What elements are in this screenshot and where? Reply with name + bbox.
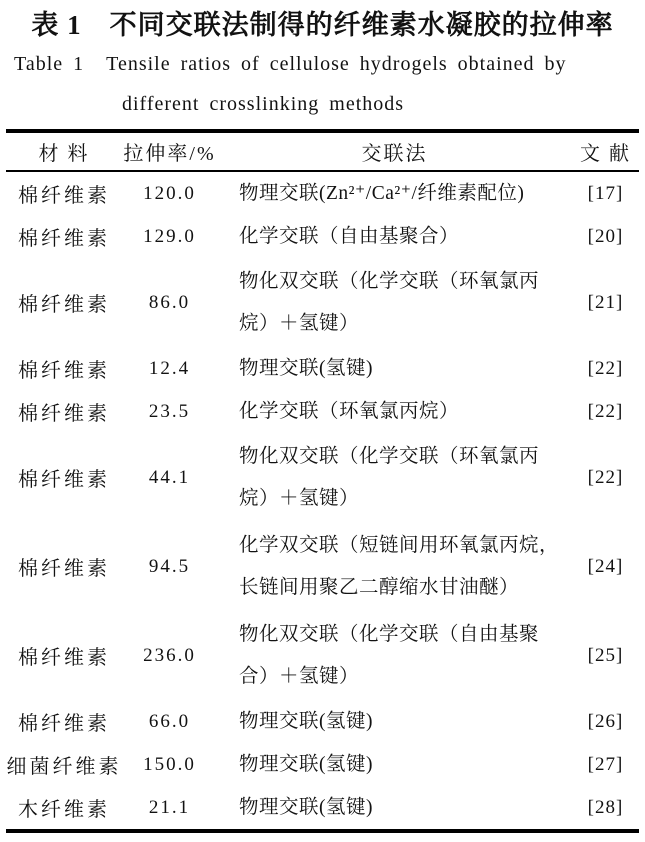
method-cell: [217, 796, 572, 820]
method-line: 物理交联(氢键): [239, 710, 373, 732]
material-cell: 细菌纤维素: [6, 756, 122, 778]
ratio-cell: 23.5: [148, 400, 191, 422]
table-row: [6, 522, 639, 611]
method-cell: [217, 261, 572, 345]
material-cell: 棉纤维素: [18, 558, 110, 580]
ratio-cell: 66.0: [148, 710, 191, 732]
header-reference: 文 献: [580, 143, 631, 165]
method-line: 烷）＋氢键）: [239, 312, 360, 334]
table-row: [6, 433, 639, 522]
method-cell: [217, 182, 572, 206]
material-cell: 棉纤维素: [18, 228, 110, 250]
header-ratio: 拉伸率/%: [123, 143, 216, 165]
ratio-cell: 12.4: [148, 357, 191, 379]
method-cell: [217, 436, 572, 520]
method-line: 物理交联(氢键): [239, 796, 373, 818]
table-row: [6, 700, 639, 743]
method-line: 物理交联(Zn²⁺/Ca²⁺/纤维素配位): [239, 182, 525, 204]
table-row: [6, 215, 639, 258]
material-cell: 木纤维素: [18, 799, 110, 821]
material-cell: 棉纤维素: [18, 469, 110, 491]
method-line: 物化双交联（化学交联（环氧氯丙: [239, 270, 540, 292]
method-line: 物理交联(氢键): [239, 357, 373, 379]
material-cell: 棉纤维素: [18, 360, 110, 382]
reference-cell: [25]: [587, 644, 624, 666]
table-row: [6, 743, 639, 786]
ratio-cell: 129.0: [143, 225, 196, 247]
method-cell: [217, 357, 572, 381]
method-cell: [217, 400, 572, 424]
ratio-cell: 236.0: [143, 644, 196, 666]
reference-cell: [27]: [587, 753, 624, 775]
method-cell: [217, 753, 572, 777]
method-cell: [217, 525, 572, 609]
reference-cell: [28]: [587, 796, 624, 818]
ratio-cell: 44.1: [148, 466, 191, 488]
material-cell: 棉纤维素: [18, 403, 110, 425]
method-line: 物化双交联（化学交联（环氧氯丙: [239, 445, 540, 467]
reference-cell: [22]: [587, 357, 624, 379]
method-line: 物化双交联（化学交联（自由基聚: [239, 623, 540, 645]
reference-cell: [24]: [587, 555, 624, 577]
table-row: [6, 786, 639, 829]
method-line: 化学交联（自由基聚合）: [239, 225, 460, 247]
method-line: 合）＋氢键）: [239, 665, 360, 687]
table-row: [6, 347, 639, 390]
material-cell: 棉纤维素: [18, 185, 110, 207]
material-cell: 棉纤维素: [18, 713, 110, 735]
ratio-cell: 94.5: [148, 555, 191, 577]
method-line: 物理交联(氢键): [239, 753, 373, 775]
method-line: 烷）＋氢键）: [239, 487, 360, 509]
table-row: [6, 172, 639, 215]
material-cell: 棉纤维素: [18, 294, 110, 316]
caption-en-prefix: Table 1: [14, 53, 85, 75]
header-material: 材 料: [38, 143, 90, 165]
table-row: [6, 611, 639, 700]
reference-cell: [21]: [587, 291, 624, 313]
reference-cell: [22]: [587, 400, 624, 422]
method-line: 长链间用聚乙二醇缩水甘油醚）: [239, 576, 520, 598]
reference-cell: [20]: [587, 225, 624, 247]
ratio-cell: 21.1: [148, 796, 191, 818]
caption-en-text: Tensile ratios of cellulose hydrogels obtained by: [106, 53, 567, 75]
method-cell: [217, 710, 572, 734]
ratio-cell: 120.0: [143, 182, 196, 204]
data-table: [6, 129, 639, 833]
reference-cell: [17]: [587, 182, 624, 204]
reference-cell: [26]: [587, 710, 624, 732]
table-caption-en: [0, 51, 645, 77]
method-line: 化学交联（环氧氯丙烷）: [239, 400, 460, 422]
table-header-row: [6, 133, 639, 170]
table-caption-zh: 表 1 不同交联法制得的纤维素水凝胶的拉伸率: [31, 10, 614, 40]
ratio-cell: 86.0: [148, 291, 191, 313]
caption-en-text-line2: different crosslinking methods: [122, 93, 405, 115]
ratio-cell: 150.0: [143, 753, 196, 775]
reference-cell: [22]: [587, 466, 624, 488]
material-cell: 棉纤维素: [18, 647, 110, 669]
header-method: 交联法: [361, 143, 428, 165]
method-cell: [217, 614, 572, 698]
table-row: [6, 258, 639, 347]
table-row: [6, 390, 639, 433]
bottom-rule: [6, 829, 639, 833]
method-cell: [217, 225, 572, 249]
method-line: 化学双交联（短链间用环氧氯丙烷，: [239, 534, 560, 556]
